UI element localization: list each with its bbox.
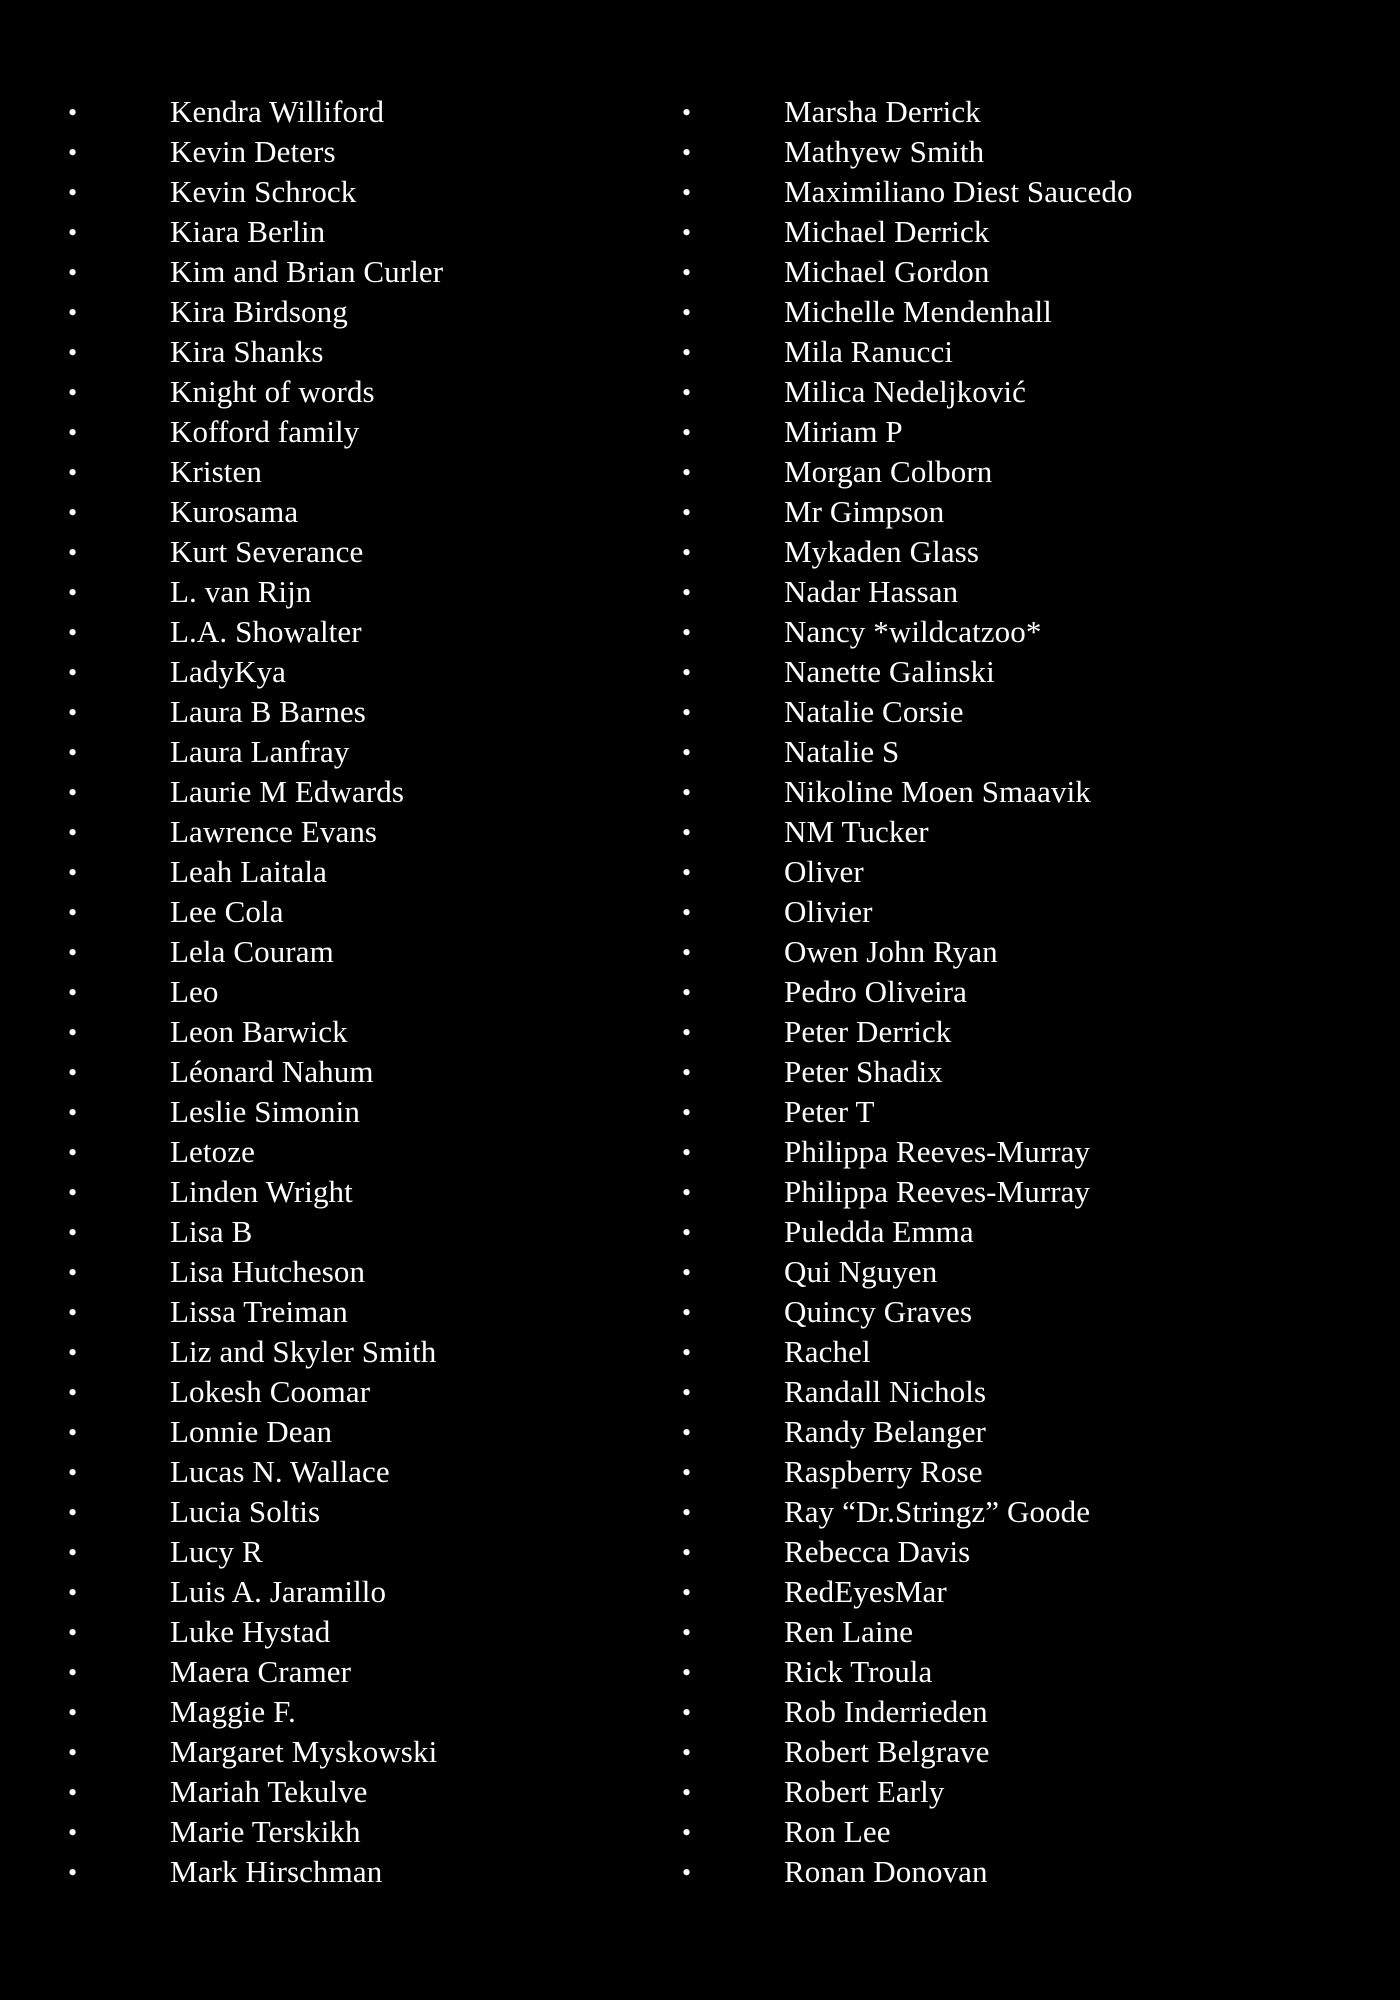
list-item bbox=[68, 1772, 608, 1812]
bullet-icon: • bbox=[682, 1698, 692, 1727]
bullet-icon: • bbox=[68, 1058, 78, 1087]
person-name: Peter T bbox=[784, 1094, 875, 1129]
person-name: Maggie F. bbox=[170, 1694, 296, 1729]
person-name: Kevin Deters bbox=[170, 134, 336, 169]
bullet-icon: • bbox=[68, 1498, 78, 1527]
bullet-icon: • bbox=[68, 378, 78, 407]
person-name: Margaret Myskowski bbox=[170, 1734, 438, 1769]
bullet-icon: • bbox=[68, 1818, 78, 1847]
list-item bbox=[682, 1132, 1362, 1172]
list-item bbox=[682, 1012, 1362, 1052]
person-name: Lee Cola bbox=[170, 894, 284, 929]
bullet-icon: • bbox=[68, 1578, 78, 1607]
bullet-icon: • bbox=[68, 458, 78, 487]
person-name: Puledda Emma bbox=[784, 1214, 974, 1249]
list-item bbox=[68, 212, 608, 252]
list-item bbox=[68, 652, 608, 692]
list-item bbox=[682, 412, 1362, 452]
person-name: Kofford family bbox=[170, 414, 360, 449]
person-name: Quincy Graves bbox=[784, 1294, 973, 1329]
list-item bbox=[682, 532, 1362, 572]
list-item bbox=[68, 1532, 608, 1572]
list-item bbox=[68, 332, 608, 372]
list-item bbox=[682, 1212, 1362, 1252]
person-name: Pedro Oliveira bbox=[784, 974, 968, 1009]
bullet-icon: • bbox=[68, 938, 78, 967]
person-name: Kurt Severance bbox=[170, 534, 364, 569]
person-name: Laurie M Edwards bbox=[170, 774, 405, 809]
person-name: NM Tucker bbox=[784, 814, 929, 849]
person-name: Marsha Derrick bbox=[784, 94, 981, 129]
bullet-icon: • bbox=[68, 1218, 78, 1247]
list-item bbox=[682, 1652, 1362, 1692]
list-item bbox=[68, 732, 608, 772]
bullet-icon: • bbox=[68, 818, 78, 847]
list-item bbox=[682, 172, 1362, 212]
bullet-icon: • bbox=[682, 1738, 692, 1767]
list-item bbox=[68, 292, 608, 332]
bullet-icon: • bbox=[682, 1778, 692, 1807]
bullet-icon: • bbox=[68, 418, 78, 447]
list-item bbox=[682, 932, 1362, 972]
list-item bbox=[68, 412, 608, 452]
list-item bbox=[68, 812, 608, 852]
bullet-icon: • bbox=[682, 378, 692, 407]
bullet-icon: • bbox=[682, 1298, 692, 1327]
list-item bbox=[682, 1412, 1362, 1452]
bullet-icon: • bbox=[682, 1818, 692, 1847]
bullet-icon: • bbox=[682, 1258, 692, 1287]
bullet-icon: • bbox=[68, 1138, 78, 1167]
bullet-icon: • bbox=[682, 1858, 692, 1887]
list-item bbox=[682, 1052, 1362, 1092]
list-item bbox=[68, 852, 608, 892]
person-name: Knight of words bbox=[170, 374, 375, 409]
bullet-icon: • bbox=[682, 898, 692, 927]
person-name: Ron Lee bbox=[784, 1814, 891, 1849]
person-name: Owen John Ryan bbox=[784, 934, 998, 969]
bullet-icon: • bbox=[68, 618, 78, 647]
bullet-icon: • bbox=[682, 1338, 692, 1367]
bullet-icon: • bbox=[68, 1698, 78, 1727]
person-name: Luis A. Jaramillo bbox=[170, 1574, 387, 1609]
bullet-icon: • bbox=[68, 898, 78, 927]
list-item bbox=[682, 812, 1362, 852]
list-item bbox=[682, 772, 1362, 812]
person-name: Michelle Mendenhall bbox=[784, 294, 1052, 329]
bullet-icon: • bbox=[682, 1098, 692, 1127]
bullet-icon: • bbox=[682, 858, 692, 887]
list-item bbox=[68, 1132, 608, 1172]
person-name: Michael Gordon bbox=[784, 254, 990, 289]
bullet-icon: • bbox=[68, 658, 78, 687]
bullet-icon: • bbox=[68, 1738, 78, 1767]
person-name: Ren Laine bbox=[784, 1614, 914, 1649]
bullet-icon: • bbox=[68, 1538, 78, 1567]
person-name: Randy Belanger bbox=[784, 1414, 986, 1449]
person-name: Rick Troula bbox=[784, 1654, 933, 1689]
bullet-icon: • bbox=[68, 1658, 78, 1687]
bullet-icon: • bbox=[682, 1618, 692, 1647]
bullet-icon: • bbox=[682, 178, 692, 207]
bullet-icon: • bbox=[68, 98, 78, 127]
bullet-icon: • bbox=[68, 1858, 78, 1887]
list-item bbox=[682, 1452, 1362, 1492]
person-name: Liz and Skyler Smith bbox=[170, 1334, 437, 1369]
person-name: Qui Nguyen bbox=[784, 1254, 938, 1289]
person-name: Michael Derrick bbox=[784, 214, 990, 249]
list-item bbox=[68, 1212, 608, 1252]
person-name: L.A. Showalter bbox=[170, 614, 362, 649]
bullet-icon: • bbox=[68, 858, 78, 887]
list-item bbox=[682, 372, 1362, 412]
bullet-icon: • bbox=[68, 498, 78, 527]
bullet-icon: • bbox=[682, 578, 692, 607]
list-item bbox=[682, 1732, 1362, 1772]
list-item bbox=[682, 212, 1362, 252]
person-name: Laura Lanfray bbox=[170, 734, 350, 769]
person-name: Lucia Soltis bbox=[170, 1494, 321, 1529]
person-name: Lucas N. Wallace bbox=[170, 1454, 390, 1489]
list-item bbox=[682, 1572, 1362, 1612]
bullet-icon: • bbox=[682, 1138, 692, 1167]
list-item bbox=[68, 1812, 608, 1852]
list-item bbox=[68, 1732, 608, 1772]
person-name: Kira Shanks bbox=[170, 334, 324, 369]
person-name: Nikoline Moen Smaavik bbox=[784, 774, 1091, 809]
person-name: Miriam P bbox=[784, 414, 903, 449]
person-name: Kira Birdsong bbox=[170, 294, 348, 329]
list-item bbox=[682, 92, 1362, 132]
person-name: Léonard Nahum bbox=[170, 1054, 374, 1089]
person-name: Kurosama bbox=[170, 494, 299, 529]
bullet-icon: • bbox=[682, 778, 692, 807]
list-item bbox=[68, 1492, 608, 1532]
person-name: Olivier bbox=[784, 894, 873, 929]
list-item bbox=[68, 1332, 608, 1372]
list-item bbox=[682, 612, 1362, 652]
person-name: Letoze bbox=[170, 1134, 255, 1169]
bullet-icon: • bbox=[68, 218, 78, 247]
bullet-icon: • bbox=[68, 538, 78, 567]
person-name: Peter Shadix bbox=[784, 1054, 943, 1089]
list-item bbox=[682, 292, 1362, 332]
names-list-right bbox=[682, 92, 1362, 1892]
person-name: Morgan Colborn bbox=[784, 454, 993, 489]
person-name: Kevin Schrock bbox=[170, 174, 357, 209]
person-name: Mykaden Glass bbox=[784, 534, 980, 569]
bullet-icon: • bbox=[68, 138, 78, 167]
list-item bbox=[68, 1012, 608, 1052]
person-name: Lawrence Evans bbox=[170, 814, 378, 849]
person-name: Linden Wright bbox=[170, 1174, 353, 1209]
bullet-icon: • bbox=[682, 498, 692, 527]
list-item bbox=[68, 932, 608, 972]
list-item bbox=[682, 1772, 1362, 1812]
bullet-icon: • bbox=[68, 738, 78, 767]
person-name: L. van Rijn bbox=[170, 574, 312, 609]
list-item bbox=[68, 1852, 608, 1892]
bullet-icon: • bbox=[68, 578, 78, 607]
list-item bbox=[68, 1652, 608, 1692]
bullet-icon: • bbox=[682, 458, 692, 487]
bullet-icon: • bbox=[682, 1058, 692, 1087]
list-item bbox=[68, 1412, 608, 1452]
person-name: Rebecca Davis bbox=[784, 1534, 971, 1569]
bullet-icon: • bbox=[682, 98, 692, 127]
person-name: RedEyesMar bbox=[784, 1574, 947, 1609]
list-item bbox=[682, 492, 1362, 532]
bullet-icon: • bbox=[682, 698, 692, 727]
bullet-icon: • bbox=[68, 778, 78, 807]
list-item bbox=[682, 1332, 1362, 1372]
bullet-icon: • bbox=[68, 1458, 78, 1487]
list-item bbox=[68, 892, 608, 932]
person-name: Lissa Treiman bbox=[170, 1294, 348, 1329]
list-item bbox=[682, 1852, 1362, 1892]
person-name: Leon Barwick bbox=[170, 1014, 348, 1049]
list-item bbox=[682, 452, 1362, 492]
bullet-icon: • bbox=[682, 1178, 692, 1207]
list-item bbox=[68, 1092, 608, 1132]
person-name: Leah Laitala bbox=[170, 854, 327, 889]
bullet-icon: • bbox=[68, 338, 78, 367]
list-item bbox=[68, 172, 608, 212]
list-item bbox=[682, 1612, 1362, 1652]
list-item bbox=[68, 972, 608, 1012]
bullet-icon: • bbox=[682, 1538, 692, 1567]
bullet-icon: • bbox=[68, 1378, 78, 1407]
list-item bbox=[682, 332, 1362, 372]
list-item bbox=[682, 732, 1362, 772]
list-item bbox=[68, 92, 608, 132]
list-item bbox=[682, 852, 1362, 892]
list-item bbox=[68, 1572, 608, 1612]
list-item bbox=[68, 492, 608, 532]
person-name: Philippa Reeves-Murray bbox=[784, 1174, 1091, 1209]
person-name: Marie Terskikh bbox=[170, 1814, 361, 1849]
person-name: Mr Gimpson bbox=[784, 494, 945, 529]
person-name: Lela Couram bbox=[170, 934, 334, 969]
bullet-icon: • bbox=[68, 1298, 78, 1327]
list-item bbox=[68, 1052, 608, 1092]
list-item bbox=[68, 1292, 608, 1332]
person-name: Rachel bbox=[784, 1334, 871, 1369]
list-item bbox=[68, 1172, 608, 1212]
person-name: Kristen bbox=[170, 454, 262, 489]
list-item bbox=[68, 692, 608, 732]
bullet-icon: • bbox=[682, 258, 692, 287]
person-name: Oliver bbox=[784, 854, 864, 889]
bullet-icon: • bbox=[682, 1578, 692, 1607]
bullet-icon: • bbox=[68, 258, 78, 287]
bullet-icon: • bbox=[682, 1218, 692, 1247]
person-name: Randall Nichols bbox=[784, 1374, 987, 1409]
person-name: Raspberry Rose bbox=[784, 1454, 983, 1489]
list-item bbox=[68, 372, 608, 412]
bullet-icon: • bbox=[68, 1418, 78, 1447]
person-name: Mila Ranucci bbox=[784, 334, 954, 369]
person-name: Ray “Dr.Stringz” Goode bbox=[784, 1494, 1091, 1529]
bullet-icon: • bbox=[682, 978, 692, 1007]
person-name: Kendra Williford bbox=[170, 94, 385, 129]
person-name: Mark Hirschman bbox=[170, 1854, 383, 1889]
list-item bbox=[682, 1172, 1362, 1212]
bullet-icon: • bbox=[682, 658, 692, 687]
person-name: Lucy R bbox=[170, 1534, 263, 1569]
list-item bbox=[682, 132, 1362, 172]
person-name: Kim and Brian Curler bbox=[170, 254, 444, 289]
person-name: Natalie Corsie bbox=[784, 694, 964, 729]
list-item bbox=[682, 1092, 1362, 1132]
list-item bbox=[682, 572, 1362, 612]
person-name: Mathyew Smith bbox=[784, 134, 985, 169]
bullet-icon: • bbox=[682, 1418, 692, 1447]
list-item bbox=[68, 132, 608, 172]
names-list-left bbox=[68, 92, 608, 1892]
person-name: Mariah Tekulve bbox=[170, 1774, 368, 1809]
list-item bbox=[682, 892, 1362, 932]
bullet-icon: • bbox=[682, 818, 692, 847]
bullet-icon: • bbox=[68, 978, 78, 1007]
list-item bbox=[682, 972, 1362, 1012]
list-item bbox=[68, 532, 608, 572]
list-item bbox=[682, 1492, 1362, 1532]
bullet-icon: • bbox=[68, 178, 78, 207]
bullet-icon: • bbox=[682, 218, 692, 247]
list-item bbox=[68, 1252, 608, 1292]
bullet-icon: • bbox=[682, 298, 692, 327]
bullet-icon: • bbox=[682, 738, 692, 767]
list-item bbox=[682, 652, 1362, 692]
person-name: Lisa Hutcheson bbox=[170, 1254, 366, 1289]
bullet-icon: • bbox=[68, 298, 78, 327]
person-name: Natalie S bbox=[784, 734, 900, 769]
list-item bbox=[682, 1252, 1362, 1292]
list-item bbox=[68, 252, 608, 292]
bullet-icon: • bbox=[682, 1498, 692, 1527]
list-item bbox=[682, 252, 1362, 292]
person-name: Philippa Reeves-Murray bbox=[784, 1134, 1091, 1169]
list-item bbox=[682, 1692, 1362, 1732]
list-item bbox=[68, 452, 608, 492]
person-name: Maximiliano Diest Saucedo bbox=[784, 174, 1133, 209]
person-name: Robert Early bbox=[784, 1774, 945, 1809]
person-name: Luke Hystad bbox=[170, 1614, 331, 1649]
bullet-icon: • bbox=[68, 1018, 78, 1047]
bullet-icon: • bbox=[682, 938, 692, 967]
person-name: Lokesh Coomar bbox=[170, 1374, 371, 1409]
bullet-icon: • bbox=[682, 618, 692, 647]
bullet-icon: • bbox=[682, 138, 692, 167]
bullet-icon: • bbox=[68, 1258, 78, 1287]
person-name: Laura B Barnes bbox=[170, 694, 366, 729]
person-name: Kiara Berlin bbox=[170, 214, 326, 249]
bullet-icon: • bbox=[682, 1658, 692, 1687]
bullet-icon: • bbox=[68, 1338, 78, 1367]
list-item bbox=[682, 692, 1362, 732]
bullet-icon: • bbox=[68, 1778, 78, 1807]
person-name: LadyKya bbox=[170, 654, 287, 689]
bullet-icon: • bbox=[68, 1178, 78, 1207]
person-name: Lonnie Dean bbox=[170, 1414, 333, 1449]
list-item bbox=[682, 1812, 1362, 1852]
bullet-icon: • bbox=[682, 1018, 692, 1047]
person-name: Nadar Hassan bbox=[784, 574, 959, 609]
list-item bbox=[68, 1372, 608, 1412]
list-item bbox=[68, 572, 608, 612]
bullet-icon: • bbox=[682, 338, 692, 367]
bullet-icon: • bbox=[68, 698, 78, 727]
bullet-icon: • bbox=[682, 538, 692, 567]
list-item bbox=[68, 1692, 608, 1732]
person-name: Robert Belgrave bbox=[784, 1734, 990, 1769]
person-name: Milica Nedeljković bbox=[784, 374, 1026, 409]
person-name: Leo bbox=[170, 974, 219, 1009]
bullet-icon: • bbox=[682, 1378, 692, 1407]
person-name: Maera Cramer bbox=[170, 1654, 352, 1689]
list-item bbox=[68, 1452, 608, 1492]
list-item bbox=[682, 1372, 1362, 1412]
bullet-icon: • bbox=[68, 1098, 78, 1127]
list-item bbox=[682, 1532, 1362, 1572]
list-item bbox=[68, 1612, 608, 1652]
list-item bbox=[68, 772, 608, 812]
bullet-icon: • bbox=[682, 1458, 692, 1487]
person-name: Lisa B bbox=[170, 1214, 253, 1249]
person-name: Nancy *wildcatzoo* bbox=[784, 614, 1042, 649]
bullet-icon: • bbox=[68, 1618, 78, 1647]
person-name: Nanette Galinski bbox=[784, 654, 995, 689]
list-item bbox=[68, 612, 608, 652]
person-name: Peter Derrick bbox=[784, 1014, 952, 1049]
bullet-icon: • bbox=[682, 418, 692, 447]
person-name: Ronan Donovan bbox=[784, 1854, 988, 1889]
person-name: Rob Inderrieden bbox=[784, 1694, 988, 1729]
person-name: Leslie Simonin bbox=[170, 1094, 360, 1129]
list-item bbox=[682, 1292, 1362, 1332]
